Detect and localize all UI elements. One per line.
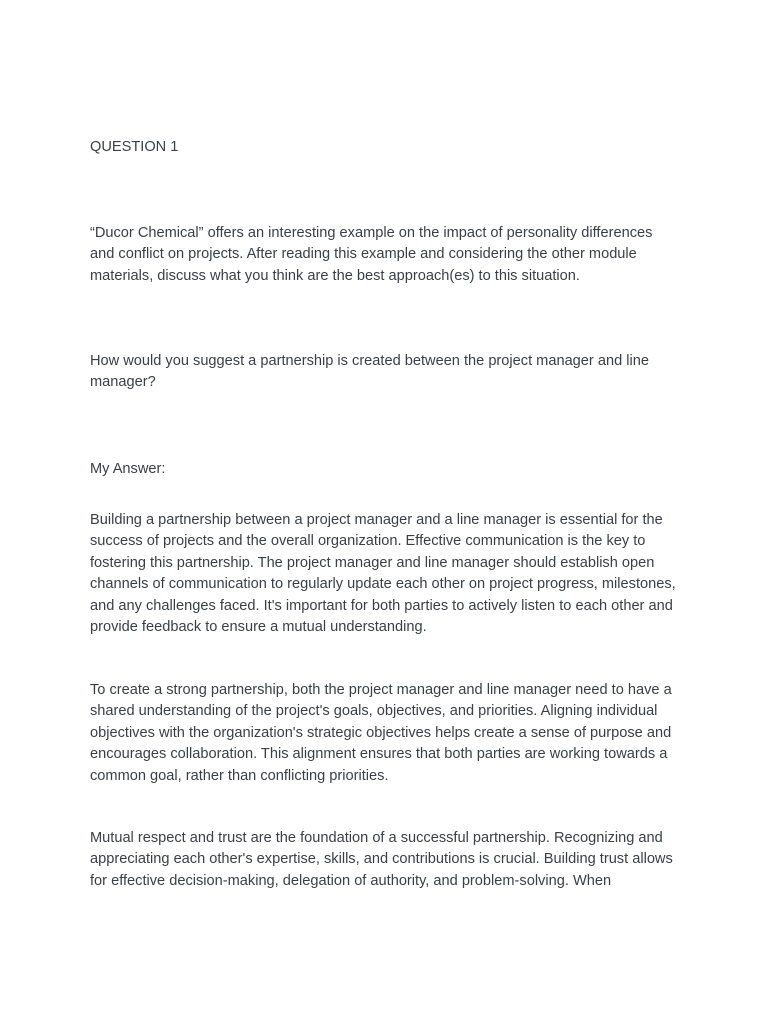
answer-paragraph-communication: Building a partnership between a project manager and a line manager is essential for the success of projects and the overall organization. Effective communication is the key to fostering this partnership. The project manager and line manager should establish open channels of communication to regularly update each other on project progress, milestones, and any challenges faced. It's important for both parties to actively listen to each other and provide feedback to ensure a mutual understanding.	[90, 512, 676, 636]
question-prompt-ducor-chemical: “Ducor Chemical” offers an interesting example on the impact of personality differences and conflict on projects. After reading this example and considering the other module materials, discuss what you think are the best approach(es) to this situation.	[90, 225, 653, 284]
question-heading: QUESTION 1	[90, 139, 179, 155]
question-prompt-partnership: How would you suggest a partnership is created between the project manager and line manager?	[90, 353, 649, 391]
answer-label: My Answer:	[90, 461, 166, 477]
answer-paragraph-respect-trust: Mutual respect and trust are the foundation of a successful partnership. Recognizing and appreciating each other's expertise, skills, and contributions is crucial. Building trust allows for effective decision-making, delegation of authority, and problem-solving. When	[90, 830, 673, 889]
answer-paragraph-shared-goals: To create a strong partnership, both the project manager and line manager need to have a shared understanding of the project's goals, objectives, and priorities. Aligning individual objectives with the organization's strategic objectives helps create a sense of purpose and encourages collaboration. This alignment ensures that both parties are working towards a common goal, rather than conflicting priorities.	[90, 682, 672, 784]
